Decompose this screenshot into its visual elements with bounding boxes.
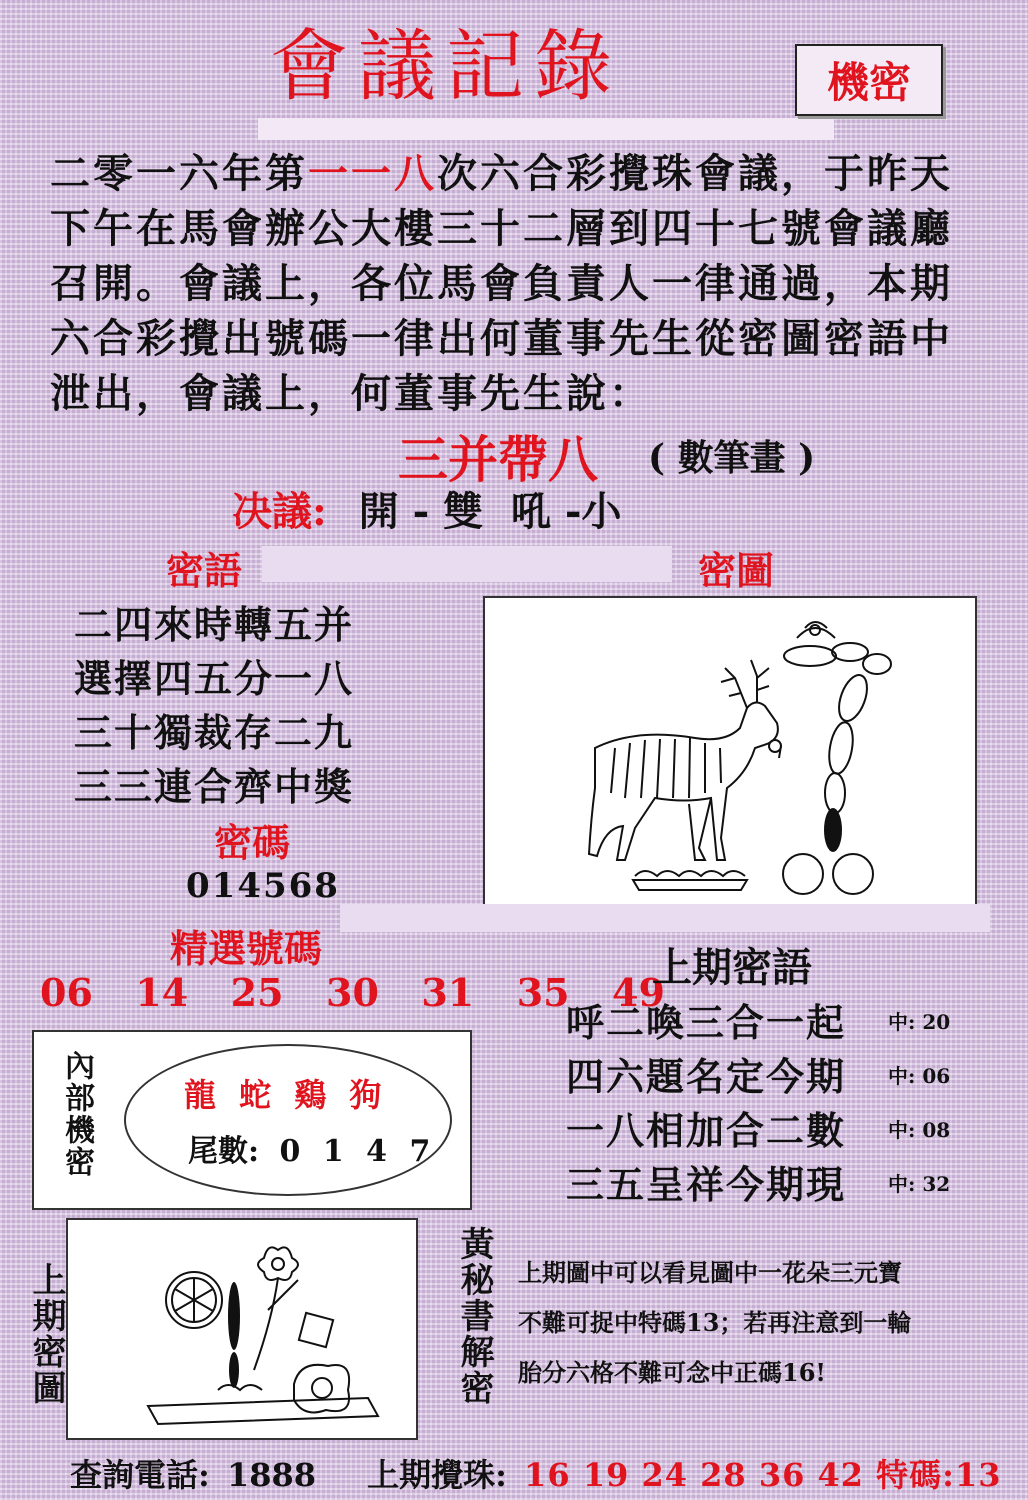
secretary-label: 黃秘書解密: [454, 1226, 494, 1406]
secret-verse-3: 三十獨裁存二九: [74, 710, 355, 755]
meeting-notice: [50, 146, 995, 421]
secret-verse-4: 三三連合齊中獎: [74, 764, 355, 809]
selected-numbers: 06 14 25 30 31 35 49: [40, 970, 665, 1015]
explanation-line-3: 胎分六格不難可念中正碼16!: [518, 1358, 826, 1387]
previous-picture-label: 上期密圖: [26, 1262, 66, 1406]
last-draw-numbers: 16 19 24 28 36 42 特碼:13: [524, 1456, 1002, 1494]
page-title: 會議記錄: [270, 22, 623, 112]
previous-picture: [66, 1218, 418, 1440]
secret-verse-1: 二四來時轉五并: [74, 602, 355, 647]
notice-line-3: 召開。會議上，各位馬會負責人一律通過，本期: [50, 260, 953, 307]
last-draw-label: 上期攪珠:: [367, 1456, 507, 1494]
notice-line-5: 泄出，會議上，何董事先生說：: [50, 370, 652, 417]
selected-numbers-heading: 精選號碼: [170, 926, 323, 971]
secret-picture-heading: 密圖: [698, 548, 775, 593]
explanation-line-2: 不難可捉中特碼13；若再注意到一輪: [518, 1308, 912, 1337]
decision-label: 决議:: [232, 488, 327, 535]
previous-verse-3: 一八相加合二數: [566, 1108, 847, 1153]
zodiac-list: 龍 蛇 鷄 狗: [184, 1076, 388, 1114]
previous-verse-1: 呼二喚三合一起: [566, 1000, 847, 1045]
explanation-line-1: 上期圖中可以看見圖中一花朵三元寶: [518, 1258, 902, 1287]
phone-label: 查詢電話:: [70, 1456, 210, 1494]
secretary-explanation: [518, 1248, 988, 1398]
notice-line-4: 六合彩攪出號碼一律出何董事先生從密圖密語中: [50, 315, 953, 362]
decision-line: [232, 480, 622, 537]
previous-verse-4: 三五呈祥今期現: [566, 1162, 847, 1207]
numbers-bar: [340, 904, 990, 932]
deer-and-coins-illustration: [485, 598, 975, 904]
internal-secret-box: [32, 1030, 472, 1210]
previous-verse-2: 四六題名定今期: [566, 1054, 847, 1099]
phone-number: 1888: [226, 1456, 317, 1494]
wheel-flower-dice-illustration: [68, 1220, 416, 1438]
previous-hit-4: 中: 32: [888, 1172, 951, 1196]
tail-number-line: [188, 1126, 436, 1170]
title-underline-bar: [258, 118, 834, 140]
secret-verse-2: 選擇四五分一八: [74, 656, 355, 701]
tail-value: 0 1 4 7: [279, 1134, 437, 1169]
riddle-note: ( 數筆畫 ): [648, 437, 816, 479]
previous-words-heading: 上期密語: [652, 944, 812, 991]
riddle-text: 三并帶八: [398, 430, 598, 489]
secret-code-value: 014568: [186, 866, 340, 906]
secret-code-heading: 密碼: [214, 820, 291, 865]
notice-line-2: 下午在馬會辦公大樓三十二層到四十七號會議廳: [50, 205, 953, 252]
tail-label: 尾數:: [188, 1134, 260, 1169]
secret-picture: [483, 596, 977, 906]
decision-text: 開 - 雙 吼 -小: [358, 488, 622, 535]
secret-words-heading: 密語: [166, 548, 243, 593]
heading-bar: [262, 546, 672, 582]
confidential-badge: 機密: [795, 44, 943, 116]
internal-ellipse: [124, 1044, 452, 1196]
footer: [70, 1450, 1002, 1496]
previous-hit-1: 中: 20: [888, 1010, 951, 1034]
internal-label: 內部機密: [59, 1050, 94, 1178]
previous-hit-3: 中: 08: [888, 1118, 951, 1142]
previous-hit-2: 中: 06: [888, 1064, 951, 1088]
notice-line-1: 二零一六年第一一八次六合彩攪珠會議，于昨天: [50, 150, 953, 197]
